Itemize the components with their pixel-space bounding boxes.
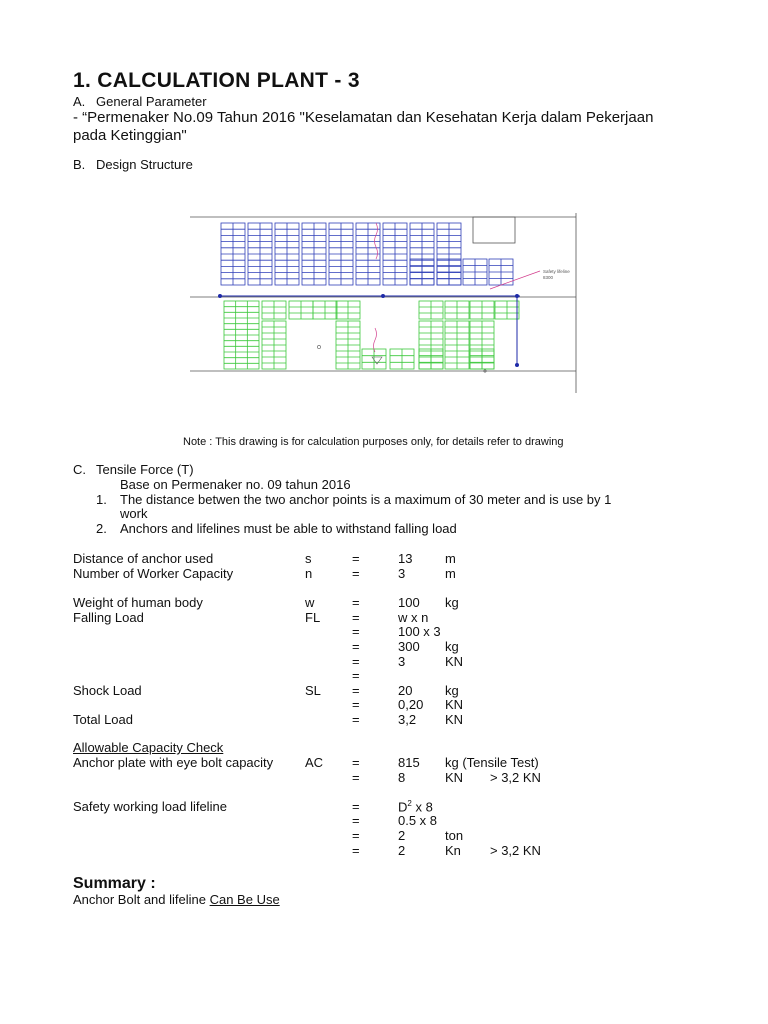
calc-eq: = — [352, 668, 360, 683]
calc-unit: m — [445, 566, 456, 581]
calc-sym: FL — [305, 610, 321, 625]
calc-eq: = — [352, 595, 360, 610]
calc-val: 815 — [398, 755, 420, 770]
summary-text-prefix: Anchor Bolt and lifeline — [73, 892, 210, 907]
calc-unit: kg — [445, 639, 459, 654]
item-text: Anchors and lifelines must be able to withstand falling load — [120, 521, 457, 536]
calc-val: 3 — [398, 654, 406, 669]
calc-val: 0.5 x 8 — [398, 813, 438, 828]
calc-sym: n — [305, 566, 313, 581]
calc-val: 100 — [398, 595, 420, 610]
item-number: 1. — [96, 492, 107, 507]
calc-eq: = — [352, 683, 360, 698]
calc-label: Distance of anchor used — [73, 551, 214, 566]
item-number: 2. — [96, 521, 107, 536]
section-c-heading: Tensile Force (T) — [96, 462, 194, 477]
calc-label: Total Load — [73, 712, 133, 727]
calc-val: 3 — [398, 566, 406, 581]
calc-eq: = — [352, 843, 360, 858]
summary-highlight: Can Be Use — [209, 892, 280, 907]
calc-unit: KN — [445, 697, 464, 712]
design-structure-drawing — [190, 213, 580, 395]
green-solar-panels — [224, 301, 519, 369]
calc-val-exponent: 2 — [407, 799, 412, 808]
allowable-capacity-heading: Allowable Capacity Check — [73, 740, 224, 755]
calc-unit: m — [445, 551, 456, 566]
section-c-label: C. — [73, 462, 86, 477]
calc-extra: > 3,2 KN — [490, 843, 541, 858]
calc-eq: = — [352, 828, 360, 843]
anchor-point — [515, 363, 519, 367]
calc-eq: = — [352, 799, 360, 814]
anchor-point — [218, 294, 222, 298]
calc-eq: = — [352, 551, 360, 566]
section-a-label: A. — [73, 94, 86, 109]
calc-unit: KN — [445, 770, 464, 785]
summary-heading: Summary : — [73, 875, 156, 892]
lifeline-annotation-value: 8300 — [543, 275, 554, 280]
calc-label: Falling Load — [73, 610, 144, 625]
summary-text — [73, 892, 280, 907]
calc-eq: = — [352, 697, 360, 712]
calc-label: Number of Worker Capacity — [73, 566, 234, 581]
anchor-point — [381, 294, 385, 298]
calc-label: Anchor plate with eye bolt capacity — [73, 755, 274, 770]
anchor-point — [515, 294, 519, 298]
page-title: 1. CALCULATION PLANT - 3 — [73, 69, 360, 92]
calc-eq: = — [352, 712, 360, 727]
calc-unit: KN — [445, 712, 464, 727]
lifeline-annotation: Safety lifeline — [543, 269, 570, 274]
calc-label: Shock Load — [73, 683, 142, 698]
calc-val: 13 — [398, 551, 413, 566]
calc-eq: = — [352, 566, 360, 581]
calc-label: Safety working load lifeline — [73, 799, 227, 814]
calc-sym: AC — [305, 755, 324, 770]
regulation-line-1: - “Permenaker No.09 Tahun 2016 "Keselamatan dan Kesehatan Kerja dalam Pekerjaan — [73, 109, 654, 126]
calc-val: 100 x 3 — [398, 624, 441, 639]
calc-eq: = — [352, 755, 360, 770]
blue-solar-panels — [221, 223, 513, 285]
calc-unit: kg — [445, 683, 459, 698]
calc-eq: = — [352, 813, 360, 828]
calc-val: w x n — [398, 610, 429, 625]
calc-unit: kg — [445, 595, 459, 610]
item-text-continued: work — [120, 506, 148, 521]
calc-eq: = — [352, 654, 360, 669]
calc-val: 0,20 — [398, 697, 424, 712]
calc-val: 8 — [398, 770, 406, 785]
calc-eq: = — [352, 610, 360, 625]
calc-unit: kg (Tensile Test) — [445, 755, 539, 770]
calc-extra: > 3,2 KN — [490, 770, 541, 785]
calc-eq: = — [352, 770, 360, 785]
calc-val: 3,2 — [398, 712, 417, 727]
calc-unit: KN — [445, 654, 464, 669]
regulation-line-2: pada Ketinggian" — [73, 127, 187, 144]
calc-val: 2 — [398, 843, 406, 858]
calc-label: Weight of human body — [73, 595, 203, 610]
calc-val-rest: x 8 — [411, 799, 433, 815]
calc-val-base: D — [398, 799, 408, 815]
calc-sym: s — [305, 551, 312, 566]
section-a-heading: General Parameter — [96, 94, 207, 109]
section-b-label: B. — [73, 157, 86, 172]
section-b-heading: Design Structure — [96, 157, 193, 172]
calc-sym: w — [305, 595, 315, 610]
calc-unit: Kn — [445, 843, 461, 858]
calc-eq: = — [352, 639, 360, 654]
lifeline — [220, 296, 520, 365]
calc-eq: = — [352, 624, 360, 639]
calc-val: 2 — [398, 828, 406, 843]
calc-val: 300 — [398, 639, 420, 654]
section-c-basis: Base on Permenaker no. 09 tahun 2016 — [120, 477, 351, 492]
calc-unit: ton — [445, 828, 464, 843]
item-text: The distance betwen the two anchor points is a maximum of 30 meter and is use by 1 — [120, 492, 612, 507]
calc-val: 20 — [398, 683, 413, 698]
calc-sym: SL — [305, 683, 321, 698]
drawing-note: Note : This drawing is for calculation purposes only, for details refer to drawing — [183, 436, 564, 448]
